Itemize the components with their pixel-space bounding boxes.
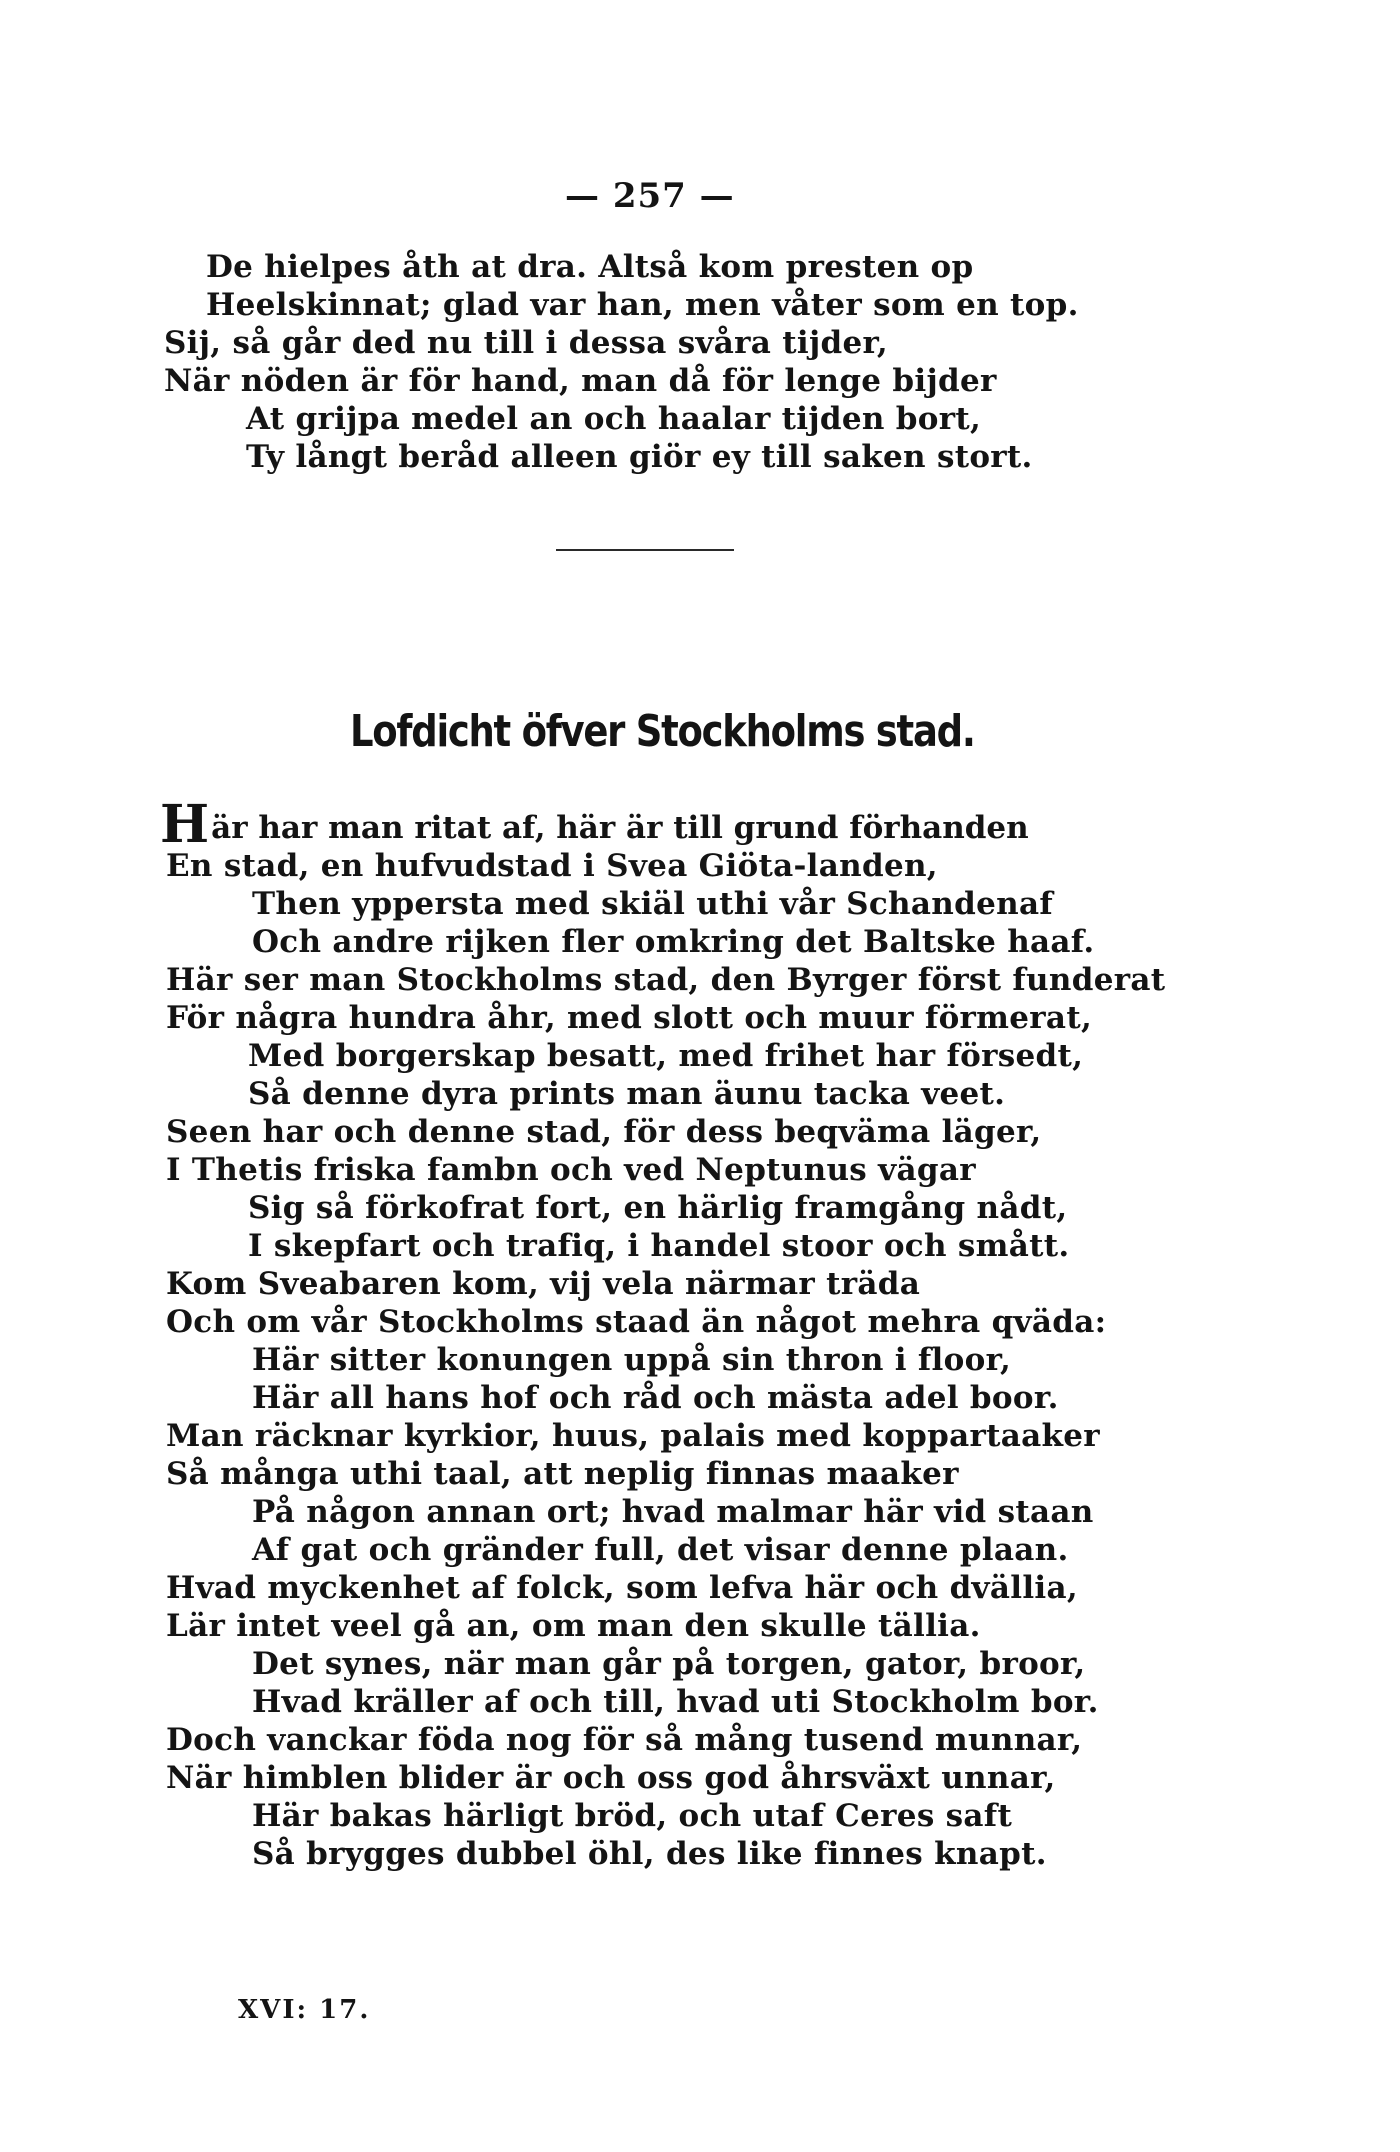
poem-first-line (160, 794, 1029, 855)
first-line-text: är har man ritat af, här är till grund förhanden (211, 810, 1029, 846)
text-line: De hielpes åth at dra. Altså kom presten op (206, 249, 974, 285)
poem-line: Af gat och gränder full, det visar denne plaan. (252, 1532, 1069, 1568)
printer-signature: XVI: 17. (238, 1995, 371, 2025)
drop-cap: H (160, 794, 210, 855)
poem-line: Så brygges dubbel öhl, des like finnes knapt. (252, 1836, 1047, 1872)
poem-line: I skepfart och trafiq, i handel stoor och smått. (248, 1228, 1070, 1264)
poem-line: Man räcknar kyrkior, huus, palais med koppartaaker (166, 1418, 1100, 1454)
poem-line: Här bakas härligt bröd, och utaf Ceres saft (252, 1798, 1013, 1834)
text-line: Ty långt beråd alleen giör ey till saken stort. (246, 439, 1033, 475)
poem-line: Lär intet veel gå an, om man den skulle tällia. (166, 1608, 981, 1644)
poem-line: Med borgerskap besatt, med frihet har försedt, (248, 1038, 1084, 1074)
page-number: — 257 — (565, 176, 735, 216)
poem-line: Kom Sveabaren kom, vij vela närmar träda (166, 1266, 921, 1302)
poem-line: Så denne dyra prints man äunu tacka veet. (248, 1076, 1006, 1112)
poem-line: Här sitter konungen uppå sin thron i floor, (252, 1342, 1012, 1378)
poem-line: Och andre rijken fler omkring det Baltske haaf. (252, 924, 1095, 960)
poem-line: Och om vår Stockholms staad än något mehra qväda: (166, 1304, 1107, 1340)
poem-line: Then yppersta med skiäl uthi vår Schandenaf (252, 886, 1053, 922)
poem-line: Här ser man Stockholms stad, den Byrger först funderat (166, 962, 1166, 998)
poem-line: I Thetis friska fambn och ved Neptunus vägar (166, 1152, 976, 1188)
text-line: Heelskinnat; glad var han, men våter som en top. (206, 287, 1079, 323)
poem-title: Lofdicht öfver Stockholms stad. (350, 706, 975, 757)
poem-line: Här all hans hof och råd och mästa adel boor. (252, 1380, 1059, 1416)
text-line: När nöden är för hand, man då för lenge bijder (164, 363, 997, 399)
poem-line: Det synes, när man går på torgen, gator, broor, (252, 1646, 1086, 1682)
poem-line: När himblen blider är och oss god åhrsväxt unnar, (166, 1760, 1056, 1796)
text-line: Sij, så går ded nu till i dessa svåra tijder, (164, 325, 888, 361)
poem-line: Så många uthi taal, att neplig finnas maaker (166, 1456, 959, 1492)
section-divider (556, 549, 734, 551)
poem-line: För några hundra åhr, med slott och muur förmerat, (166, 1000, 1093, 1036)
poem-line: På någon annan ort; hvad malmar här vid staan (252, 1494, 1094, 1530)
poem-line: En stad, en hufvudstad i Svea Giöta-landen, (166, 848, 938, 884)
text-line: At grijpa medel an och haalar tijden bort, (246, 401, 982, 437)
poem-line: Sig så förkofrat fort, en härlig framgång nådt, (248, 1190, 1068, 1226)
poem-line: Hvad kräller af och till, hvad uti Stockholm bor. (252, 1684, 1099, 1720)
poem-line: Doch vanckar föda nog för så mång tusend munnar, (166, 1722, 1083, 1758)
poem-line: Seen har och denne stad, för dess beqväma läger, (166, 1114, 1042, 1150)
poem-line: Hvad myckenhet af folck, som lefva här och dvällia, (166, 1570, 1078, 1606)
